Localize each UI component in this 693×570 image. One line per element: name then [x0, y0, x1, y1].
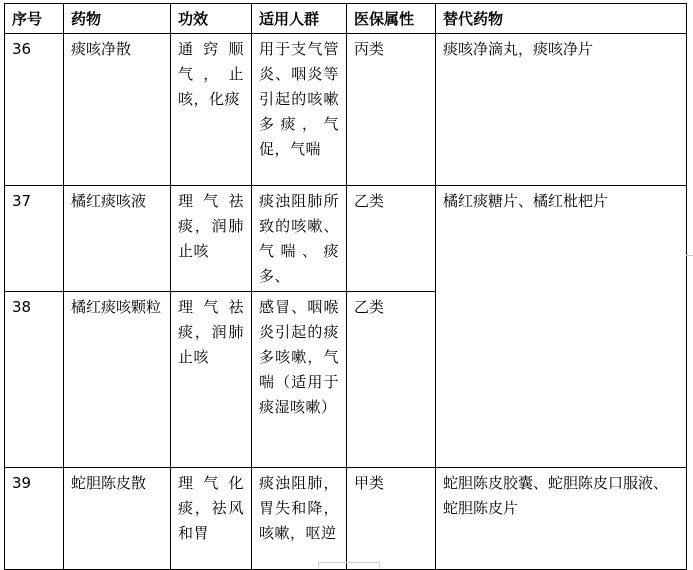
cell-alternatives: 蛇胆陈皮胶囊、蛇胆陈皮口服液、蛇胆陈皮片: [436, 468, 687, 570]
page-edge-mark: [686, 255, 693, 256]
header-alternatives: 替代药物: [436, 4, 687, 34]
header-row: [5, 4, 687, 34]
table-row: [5, 34, 687, 186]
cell-no: 39: [5, 468, 64, 570]
cell-effect: 通窍顺气，止咳，化痰: [171, 34, 252, 186]
header-no: 序号: [5, 4, 64, 34]
cell-drug: 蛇胆陈皮散: [64, 468, 171, 570]
cell-alternatives: 橘红痰糖片、橘红枇杷片: [436, 186, 687, 468]
cell-insurance: 丙类: [347, 34, 436, 186]
cell-population: 痰浊阻肺，胃失和降，咳嗽，呕逆: [252, 468, 347, 570]
cell-drug: 痰咳净散: [64, 34, 171, 186]
cell-no: 38: [5, 292, 64, 468]
cell-population: 用于支气管炎、咽炎等引起的咳嗽多痰，气促，气喘: [252, 34, 347, 186]
cell-insurance: 乙类: [347, 186, 436, 292]
header-insurance: 医保属性: [347, 4, 436, 34]
cell-insurance: 甲类: [347, 468, 436, 570]
table-row: [5, 186, 687, 292]
table-row: [5, 468, 687, 570]
cell-population: 痰浊阻肺所致的咳嗽、气喘、痰多、: [252, 186, 347, 292]
header-drug: 药物: [64, 4, 171, 34]
cell-effect: 理气祛痰，润肺止咳: [171, 292, 252, 468]
cell-alternatives: 痰咳净滴丸，痰咳净片: [436, 34, 687, 186]
cell-effect: 理气化痰，祛风和胃: [171, 468, 252, 570]
drug-table: [4, 3, 687, 570]
cell-effect: 理气祛痰，润肺止咳: [171, 186, 252, 292]
cell-no: 36: [5, 34, 64, 186]
cell-population: 感冒、咽喉炎引起的痰多咳嗽，气喘（适用于痰湿咳嗽）: [252, 292, 347, 468]
header-population: 适用人群: [252, 4, 347, 34]
cell-no: 37: [5, 186, 64, 292]
header-effect: 功效: [171, 4, 252, 34]
cell-insurance: 乙类: [347, 292, 436, 468]
cell-drug: 橘红痰咳颗粒: [64, 292, 171, 468]
cell-drug: 橘红痰咳液: [64, 186, 171, 292]
